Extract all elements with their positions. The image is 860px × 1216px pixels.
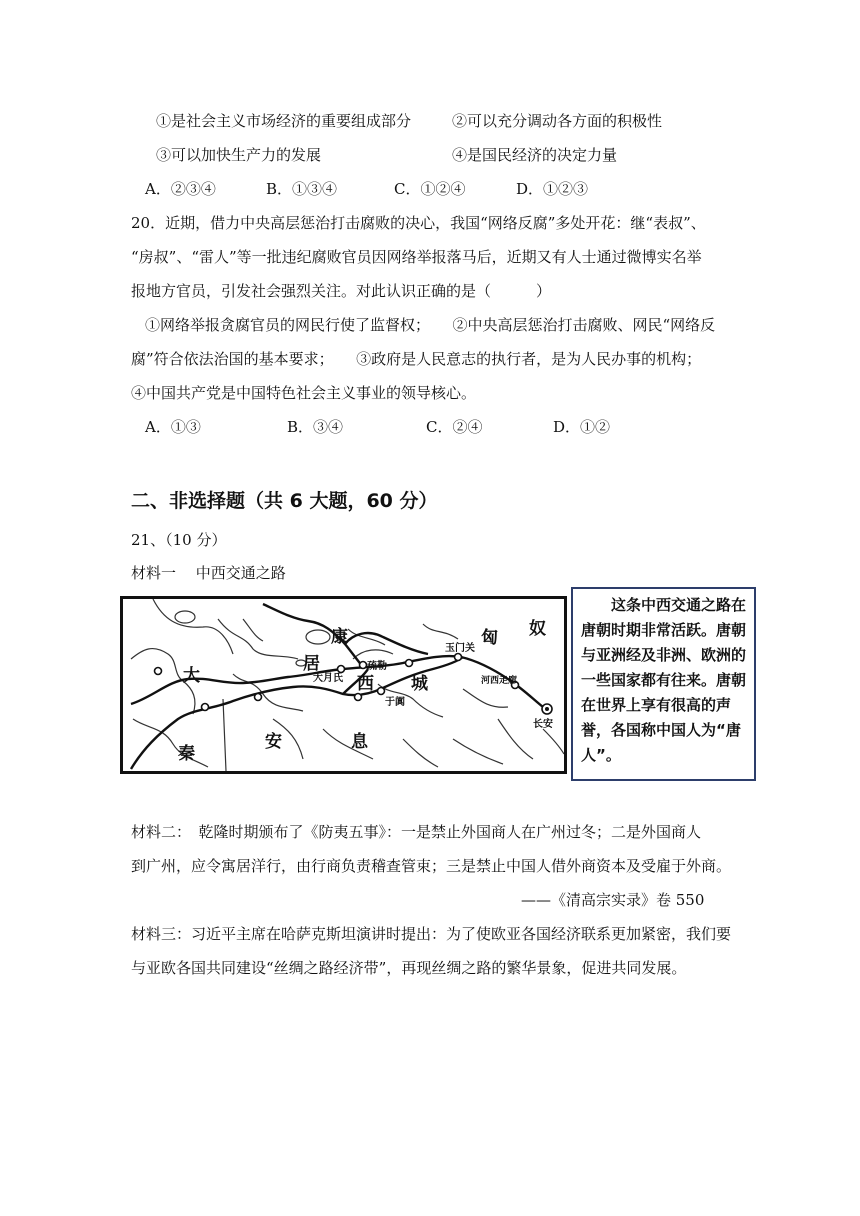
- map-label-xi-2: 息: [351, 732, 368, 752]
- q20-stem-line-1: 20．近期，借力中央高层惩治打击腐败的决心，我国“网络反腐”多处开花：继“表叔”、: [131, 214, 706, 232]
- section-heading: 二、非选择题（共 6 大题，60 分）: [131, 490, 438, 512]
- map-label-ju: 居: [303, 654, 320, 674]
- q21-title: 21、（10 分）: [131, 531, 227, 549]
- map-label-qin: 秦: [178, 744, 195, 764]
- map-label-an: 安: [265, 732, 282, 752]
- map-label-yutian: 于阗: [385, 697, 405, 708]
- material-1-note: [571, 587, 756, 781]
- q19-item-2: ②可以充分调动各方面的积极性: [452, 112, 663, 130]
- silk-road-map: [120, 596, 567, 774]
- q20-stem-line-2: “房叔”、“雷人”等一批违纪腐败官员因网络举报落马后，近期又有人士通过微博实名举: [131, 248, 702, 266]
- q19-item-3: ③可以加快生产力的发展: [156, 146, 322, 164]
- changan-marker: [542, 704, 552, 714]
- map-label-cheng: 城: [411, 674, 428, 694]
- q19-option-d: D．①②③: [516, 180, 589, 198]
- q20-option-b: B．③④: [287, 418, 344, 436]
- q20-stem-line-3: 报地方官员，引发社会强烈关注。对此认识正确的是（ ）: [131, 282, 552, 300]
- map-label-yumenguan: 玉门关: [445, 643, 475, 654]
- map-label-shule: 疏勒: [367, 661, 387, 672]
- q19-option-a: A．②③④: [145, 180, 216, 198]
- map-label-dayuezhi: 大月氏: [313, 673, 343, 684]
- material-2-line-2: 到广州，应令寓居洋行，由行商负责稽查管束；三是禁止中国人借外商资本及受雇于外商。: [131, 857, 732, 875]
- material-1-title: 材料一 中西交通之路: [131, 564, 286, 582]
- q19-item-1: ①是社会主义市场经济的重要组成部分: [156, 112, 412, 130]
- q20-stem-line-6: ④中国共产党是中国特色社会主义事业的领导核心。: [131, 384, 477, 402]
- q20-stem-line-4: ①网络举报贪腐官员的网民行使了监督权； ②中央高层惩治打击腐败、网民“网络反: [145, 316, 716, 334]
- material-3-line-1: 材料三：习近平主席在哈萨克斯坦演讲时提出：为了使欧亚各国经济联系更加紧密，我们要: [131, 925, 732, 943]
- map-label-changan: 长安: [533, 719, 553, 730]
- map-label-xiong: 匈: [481, 628, 498, 648]
- q19-item-4: ④是国民经济的决定力量: [452, 146, 618, 164]
- material-2-source: ——《清高宗实录》卷 550: [521, 891, 705, 909]
- material-2-line-1: 材料二： 乾隆时期颁布了《防夷五事》：一是禁止外国商人在广州过冬；二是外国商人: [131, 823, 702, 841]
- q20-option-d: D．①②: [553, 418, 611, 436]
- q20-option-a: A．①③: [145, 418, 201, 436]
- material-1-note-text: 这条中西交通之路在唐朝时期非常活跃。唐朝与亚洲经及非洲、欧洲的一些国家都有往来。唐朝在世界上享有很高的声 誉，各国称中国人为“唐人”。: [581, 596, 747, 764]
- map-label-hexizoulang: 河西走廊: [481, 676, 518, 686]
- q20-stem-line-5: 腐”符合依法治国的基本要求； ③政府是人民意志的执行者，是为人民办事的机构；: [131, 350, 702, 368]
- map-label-kang: 康: [331, 627, 348, 647]
- silk-road-map-drawing: [123, 599, 564, 771]
- map-label-xi: 西: [357, 674, 374, 694]
- q20-option-c: C．②④: [426, 418, 483, 436]
- map-label-da: 大: [183, 666, 200, 686]
- map-label-nu: 奴: [529, 619, 546, 639]
- q19-option-c: C．①②④: [394, 180, 466, 198]
- q19-option-b: B．①③④: [266, 180, 338, 198]
- material-3-line-2: 与亚欧各国共同建设“丝绸之路经济带”，再现丝绸之路的繁华景象，促进共同发展。: [131, 959, 687, 977]
